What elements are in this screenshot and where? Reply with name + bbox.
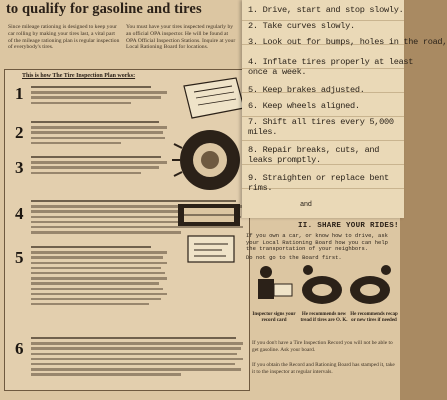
cartoon-caption-2: He recommends new tread if tires are O. K.: [300, 312, 348, 323]
step-number-1: 1: [15, 84, 24, 103]
step-3-text: [31, 156, 169, 177]
step-6-text: [31, 337, 169, 379]
intro-right-text: You must have your tires inspected regularly by an official OPA inspector. He will be found at OPA Official Inspection Stations. Inquire at your Local Rationing Board for locations.: [126, 24, 236, 51]
step-number-3: 3: [15, 158, 24, 177]
checklist-item: 9. Straighten or replace bent: [248, 173, 389, 183]
checklist-item: 4. Inflate tires properly at least: [248, 57, 414, 67]
step-2-text: [31, 121, 169, 147]
checklist-item: 7. Shift all tires every 5,000: [248, 117, 394, 127]
step-4-text: [31, 200, 169, 236]
step-number-2: 2: [15, 123, 24, 142]
checklist-and: and: [300, 201, 312, 209]
checklist-item: 3. Look out for bumps, holes in the road,: [248, 37, 447, 47]
recap-tire-icon: [350, 265, 391, 304]
checklist-item: leaks promptly.: [248, 155, 321, 165]
share-rides-body: If you own a car, or know how to drive, ask your Local Rationing Board how you can help the transportation of your neighbors.: [246, 232, 388, 252]
checklist-item: 8. Repair breaks, cuts, and: [248, 145, 380, 155]
share-rides-heading: II. SHARE YOUR RIDES!: [298, 222, 399, 230]
checklist-item: once a week.: [248, 67, 307, 77]
steps-header: This is how The Tire Inspection Plan works:: [22, 73, 136, 79]
cartoon-caption-3: He recommends recap or new tires if needed: [350, 312, 398, 323]
inspection-cartoon: [252, 262, 398, 312]
station-icon: [178, 204, 240, 226]
step-number-6: 6: [15, 339, 24, 358]
step-5-text: [31, 246, 169, 308]
checklist-item: 2. Take curves slowly.: [248, 21, 355, 31]
record-card-illustration: [184, 78, 244, 118]
share-rides-note: Do not go to the Board first.: [246, 253, 342, 261]
bottom-note-1: If you don't have a Tire Inspection Record you will not be able to get gasoline. Ask your board.: [252, 340, 393, 353]
cartoon-caption-1: Inspector signs your record card: [252, 312, 296, 323]
checklist-item: 6. Keep wheels aligned.: [248, 101, 360, 111]
tire-icon: [172, 130, 240, 190]
tread-tire-icon: [302, 265, 342, 304]
inspector-icon: [258, 266, 292, 299]
checklist-item: rims.: [248, 183, 273, 193]
inspection-tag-icon: [188, 236, 234, 262]
checklist-item: 1. Drive, start and stop slowly.: [248, 5, 404, 15]
share-rides-text: [246, 233, 398, 261]
bottom-note-2: If you obtain the Record and Rationing Board has stamped it, take it to the inspector at regular intervals.: [252, 362, 395, 375]
step-number-5: 5: [15, 248, 24, 267]
step-number-4: 4: [15, 204, 24, 223]
page-title: to qualify for gasoline and tires: [6, 1, 202, 17]
step-1-text: [31, 86, 169, 107]
checklist-item: miles.: [248, 127, 278, 137]
tire-illustration: [170, 78, 252, 268]
checklist-item: 5. Keep brakes adjusted.: [248, 85, 365, 95]
intro-left-text: Since mileage rationing is designed to keep your car rolling by making your tires last, a vital part of the mileage rationing plan is regular inspection of everybody's tires.: [8, 24, 120, 51]
